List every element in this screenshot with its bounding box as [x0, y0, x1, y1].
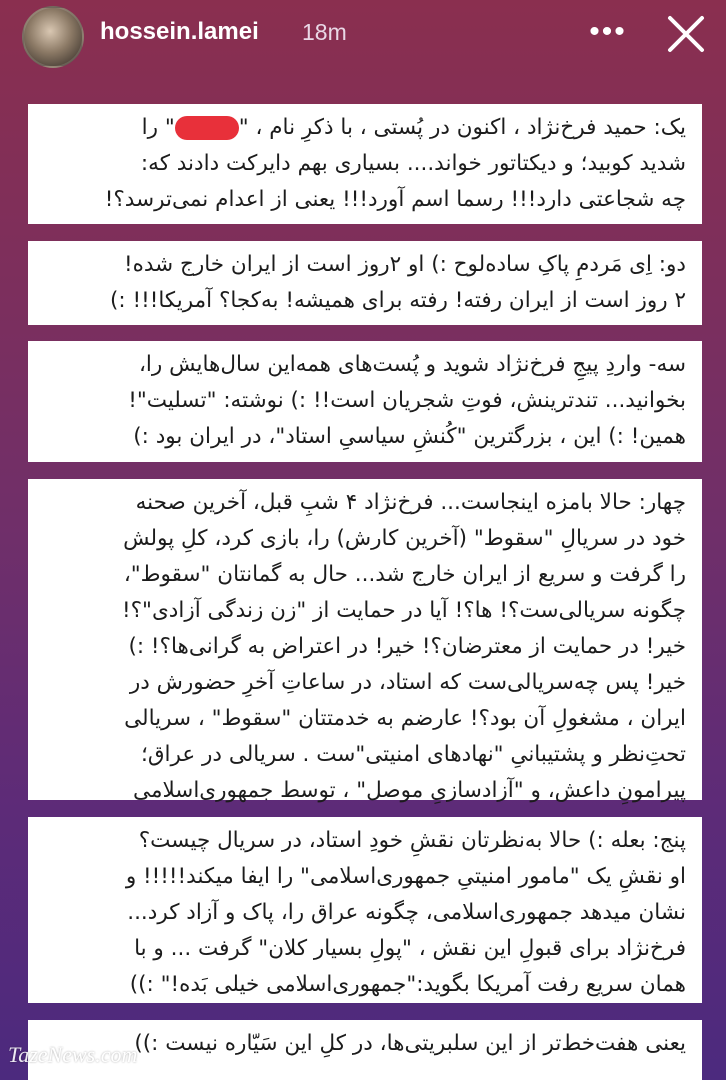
- text-card-4: [28, 479, 702, 803]
- text-card-5: [28, 817, 702, 1003]
- card-line: تحتِ‌نظر و پشتیبانیِ "نهادهای امنیتی"ست . سریالی در عراق؛: [141, 742, 686, 767]
- card-line: او نقشِ یک "مامور امنیتیِ جمهوری‌اسلامی" را ایفا میکند!!!!! و: [125, 864, 686, 889]
- card-line: چگونه سریالی‌ست؟! ها؟! آیا در حمایت از "زن زندگی آزادی"؟!: [122, 598, 686, 623]
- card-line: یعنی هفت‌خط‌تر از این سلبریتی‌ها، در کلِ این سَیّاره نیست :)): [134, 1031, 686, 1056]
- more-dots-icon[interactable]: •••: [589, 15, 627, 48]
- story-header: [0, 0, 726, 70]
- card-line: نشان میدهد جمهوری‌اسلامی، چگونه عراق را، پاک و آزاد کرد...: [127, 900, 686, 925]
- text-card-2: [28, 241, 702, 325]
- close-icon[interactable]: [664, 12, 708, 56]
- card-line: چهار: حالا بامزه اینجاست... فرخ‌نژاد ۴ شبِ قبل، آخرین صحنه: [135, 490, 686, 515]
- card-line: شدید کوبید؛ و دیکتاتور خواند.... بسیاری بهم دایرکت دادند که:: [140, 151, 686, 176]
- text-card-3: [28, 341, 702, 462]
- redacted-mark: [175, 116, 239, 140]
- card-line: ۲ روز است از ایران رفته! رفته برای همیشه! به‌کجا؟ آمریکا!!! :): [110, 288, 686, 313]
- card-line: را گرفت و سریع از ایران خارج شد... حال به گمانتان "سقوط"،: [123, 562, 686, 587]
- card-line: سه- واردِ پیجِ فرخ‌نژاد شوید و پُست‌های همه‌این سال‌هایش را،: [138, 352, 686, 377]
- text-card-1: [28, 104, 702, 224]
- card-line: دو: اِی مَردمِ پاکِ ساده‌لوح :) او ۲روز است از ایران خارج شده!: [123, 252, 686, 277]
- card-line: همان سریع رفت آمریکا بگوید:"جمهوری‌اسلامی خیلی بَده!" :)): [129, 972, 686, 997]
- card-line: همین! :) این ، بزرگترین "کُنشِ سیاسیِ استاد"، در ایران بود :): [133, 424, 686, 449]
- card-line: بخوانید... تندترینش، فوتِ شجریان است!! :) نوشته: "تسلیت"!: [128, 388, 686, 413]
- username[interactable]: hossein.lamei: [100, 18, 259, 45]
- post-time: 18m: [302, 19, 347, 45]
- card-line: چه شجاعتی دارد!!! رسما اسم آورد!!! یعنی از اعدام نمی‌ترسد؟!: [104, 187, 686, 212]
- card-line: پیرامونِ داعش، و "آزادسازیِ موصل" ، توسط جمهوری‌اسلامی: [133, 778, 686, 803]
- card-line: خیر! پس چه‌سریالی‌ست که استاد، در ساعاتِ آخرِ حضورش در: [129, 670, 686, 695]
- card-line: ایران ، مشغولِ آن بود؟! عارضم به خدمتتان "سقوط" ، سریالی: [124, 706, 686, 731]
- card-line: پنج: بعله :) حالا به‌نظرتان نقشِ خودِ استاد، در سریال چیست؟: [138, 828, 686, 853]
- card-line: فرخ‌نژاد برای قبولِ این نقش ، "پولِ بسیار کلان" گرفت ... و با: [134, 936, 686, 961]
- watermark: TazeNews.com: [8, 1042, 138, 1067]
- avatar[interactable]: [22, 6, 84, 68]
- card-line: یک: حمید فرخ‌نژاد ، اکنون در پُستی ، با ذکرِ نام ، "" را: [141, 115, 686, 140]
- card-line: خیر! در حمایت از معترضان؟! خیر! در اعتراض به گرانی‌ها؟! :): [128, 634, 686, 659]
- card-line: خود در سریالِ "سقوط" (آخرین کارش) را، بازی کرد، کلِ پولش: [123, 526, 686, 551]
